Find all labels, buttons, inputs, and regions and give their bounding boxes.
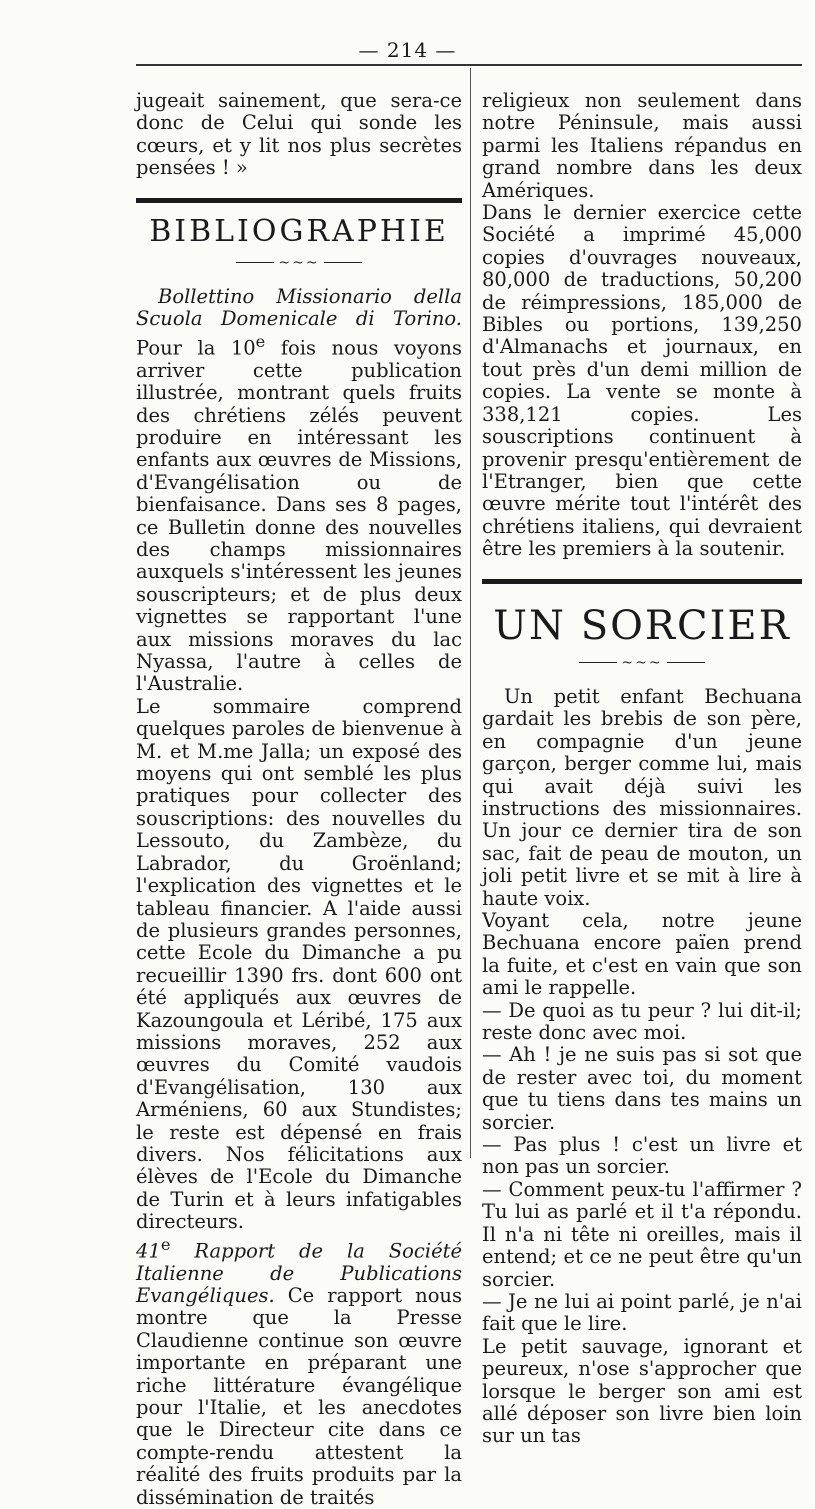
flourish-ornament: ~~~ — [482, 652, 802, 674]
story-paragraph: Voyant cela, notre jeune Bechuana encore païen prend la fuite, et c'est en vain que son ami le rappelle. — [482, 909, 802, 1000]
bibliography-entry-1 — [136, 286, 462, 696]
statistics-paragraph: Dans le dernier exercice cette Société a imprimé 45,000 copies d'ouvrages nouveaux, 80,000 de traductions, 50,200 de réimpressions, 185,000 de Bibles ou portions, 139,250 d'Almanachs et journaux, en tout près d'un demi million de copies. La vente se monte à 338,121 copies. Les souscriptions continuent à provenir presqu'entièrement de l'Etranger, bien que cette œuvre mérite tout l'intérêt des chrétiens italiens, qui devraient être les premiers à la soutenir. — [482, 201, 802, 561]
flourish-ornament: ~~~ — [136, 252, 462, 274]
entry-2-superscript: e — [160, 1234, 171, 1254]
story-paragraph: — Ah ! je ne suis pas si sot que de rester avec toi, du moment que tu tiens dans tes mains un sorcier. — [482, 1043, 802, 1134]
bibliographie-title: BIBLIOGRAPHIE — [149, 213, 449, 249]
bibliography-entry-2 — [136, 1234, 462, 1509]
story-paragraph: Un petit enfant Bechuana gardait les brebis de son père, en compagnie d'un jeune garçon, berger comme lui, mais qui avait déjà suivi les instructions des missionnaires. Un jour ce dernier tira de son sac, fait de peau de mouton, un joli petit livre et se mit à lire à haute voix. — [482, 684, 802, 910]
intro-paragraph: jugeait sainement, que sera-ce donc de Celui qui sonde les cœurs, et y lit nos plus secrètes pensées ! » — [136, 89, 462, 180]
entry-1-title: Bollettino Missionario della Scuola Domenicale di Torino. — [136, 285, 462, 331]
entry-1-text-a: Pour la 10 — [136, 336, 256, 360]
sorcier-title: UN SORCIER — [493, 602, 791, 649]
column-divider — [470, 68, 471, 1158]
entry-1-text-b: fois nous voyons arriver cette publication illustrée, montrant quels fruits des chrétiens zélés peuvent produire en intéressant les enfants aux œuvres de Missions, d'Evangélisation ou de bienfaisance. Dans ses 8 pages, ce Bulletin donne des nouvelles des champs missionnaires auxquels s'intéressent les jeunes souscripteurs; et de plus deux vignettes se rapportant l'une aux missions moraves du lac Nyassa, l'autre à celles de l'Australie. — [136, 336, 462, 696]
section-rule — [136, 198, 462, 203]
story-paragraph: — De quoi as tu peur ? lui dit-il; reste donc avec moi. — [482, 998, 802, 1045]
story-paragraph: — Pas plus ! c'est un livre et non pas un sorcier. — [482, 1133, 802, 1179]
story-paragraph: Le petit sauvage, ignorant et peureux, n'ose s'approcher que lorsque le berger son ami est allé déposer son livre bien loin sur un tas — [482, 1334, 802, 1448]
entry-2-number: 41 — [136, 1239, 161, 1263]
section-rule — [482, 579, 802, 584]
story-paragraph: — Je ne lui ai point parlé, je n'ai fait que le lire. — [482, 1289, 802, 1336]
bibliography-entry-1-continued: Le sommaire comprend quelques paroles de bienvenue à M. et M.me Jalla; un exposé des moyens qui ont semblé les plus pratiques pour collecter des souscriptions: des nouvelles du Lessouto, du Zambèze, du Labrador, du Groënland; l'explication des vignettes et le tableau financier. A l'aide aussi de plusieurs grandes personnes, cette Ecole du Dimanche a pu recueillir 1390 frs. dont 600 ont été appliqués aux œuvres de Kazoungoula et Léribé, 175 aux missions moraves, 252 aux œuvres du Comité vaudois d'Evangélisation, 130 aux Arméniens, 60 aux Stundistes; le reste est dépensé en frais divers. Nos félicitations aux élèves de l'Ecole du Dimanche de Turin et à leurs infatigables directeurs. — [136, 694, 462, 1234]
left-column — [136, 90, 462, 1509]
header-rule — [136, 64, 802, 66]
entry-2-title: Rapport de la Société Italienne de Publications Evangéliques. — [136, 1239, 462, 1307]
entry-1-superscript: e — [255, 331, 266, 351]
story-paragraph: — Comment peux-tu l'affirmer ? Tu lui as parlé et il t'a répondu. Il n'a ni tête ni oreilles, mais il entend; et ce ne peut être qu'un sorcier. — [482, 1177, 802, 1291]
page-number: — 214 — — [358, 38, 457, 62]
continuation-paragraph: religieux non seulement dans notre Péninsule, mais aussi parmi les Italiens répandus en grand nombre dans les deux Amériques. — [482, 89, 802, 202]
entry-2-text: Ce rapport nous montre que la Presse Claudienne continue son œuvre importante en préparant une riche littérature évangélique pour l'Italie, et les anecdotes que le Directeur cite dans ce compte-rendu attestent la réalité des fruits produits par la dissémination de traités — [136, 1283, 462, 1509]
right-column — [482, 90, 802, 1448]
